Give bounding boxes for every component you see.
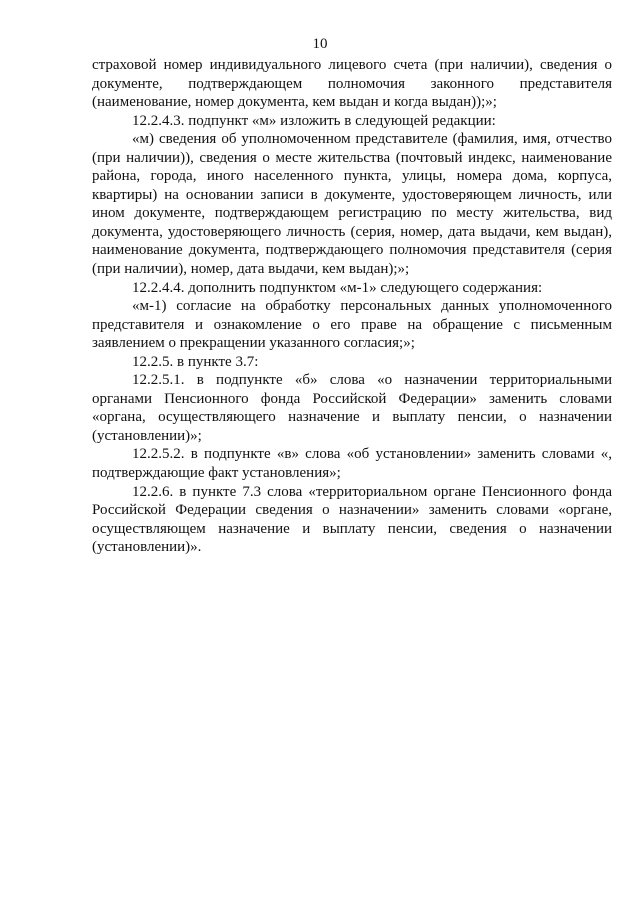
paragraph-subclause-m: «м) сведения об уполномоченном представителе (фамилия, имя, отчество (при наличии)), сведения о месте жительства (почтовый индекс, наименование района, города, иного населенного пункта, улицы, номера дома, корпуса, квартиры) на основании записи в документе, удостоверяющем личность, или ином документе, подтверждающем регистрацию по месту жительства, вид документа, удостоверяющего личность (серия, номер, дата выдачи, кем выдан), наименование документа, подтверждающего полномочия представителя (серия (при наличии), номер, дата выдачи, кем выдан);»; [92, 131, 612, 278]
paragraph-12-2-5: 12.2.5. в пункте 3.7: [132, 353, 259, 370]
page-number: 10 [312, 36, 328, 52]
paragraph-12-2-5-1: 12.2.5.1. в подпункте «б» слова «о назначении территориальными органами Пенсионного фонда Российской Федерации» заменить словами «органа, осуществляющего назначение и выплату пенсии, о назначении (установлении)»; [92, 372, 612, 444]
paragraph-12-2-4-3: 12.2.4.3. подпункт «м» изложить в следующей редакции: [132, 112, 496, 129]
paragraph-continuation: страховой номер индивидуального лицевого счета (при наличии), сведения о документе, подтверждающем полномочия законного представителя (наименование, номер документа, кем выдан и когда выдан));»; [92, 57, 612, 111]
document-body [92, 56, 612, 557]
paragraph-12-2-4-4: 12.2.4.4. дополнить подпунктом «м-1» следующего содержания: [132, 279, 543, 296]
paragraph-12-2-5-2: 12.2.5.2. в подпункте «в» слова «об установлении» заменить словами «, подтверждающие факт установления»; [92, 446, 612, 482]
paragraph-12-2-6: 12.2.6. в пункте 7.3 слова «территориальном органе Пенсионного фонда Российской Федерации сведения о назначении» заменить словами «органе, осуществляющем назначение и выплату пенсии, сведения о назначении (установлении)». [92, 483, 612, 556]
paragraph-subclause-m-1: «м-1) согласие на обработку персональных данных уполномоченного представителя и ознакомление о его праве на обращение с письменным заявлением о прекращении указанного согласия;»; [92, 298, 612, 352]
